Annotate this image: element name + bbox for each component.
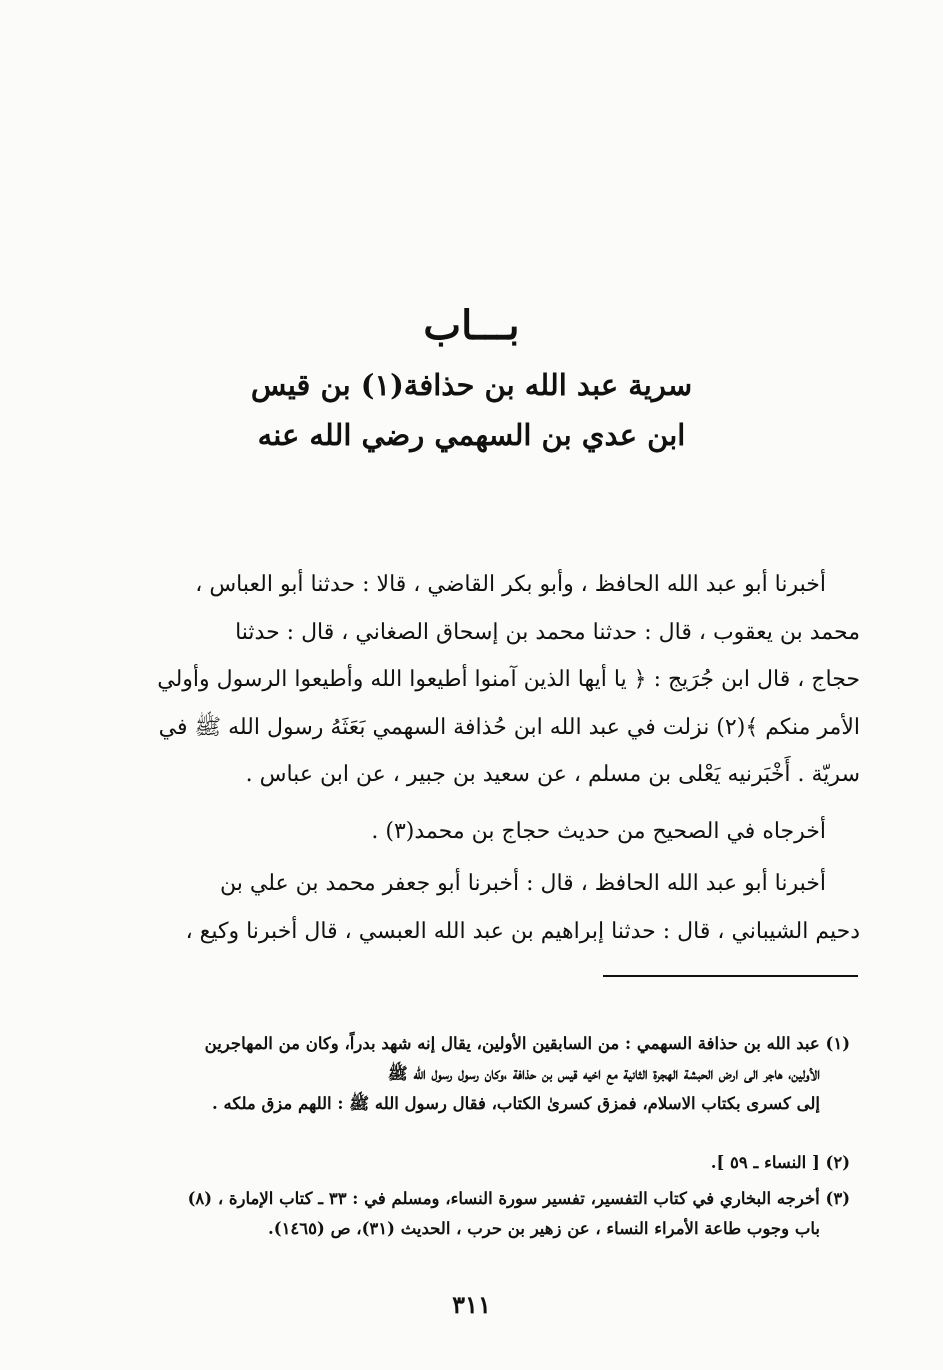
chapter-subtitle-line-2: ابن عدي بن السهمي رضي الله عنه bbox=[257, 418, 686, 452]
footnote-line: الأولين، هاجر الى ارض الحبشة الهجرة الثانية مع اخيه قيس بن حذافة ،وكان رسول رسول الله ﷺ bbox=[387, 1064, 820, 1083]
text-line: أخبرنا أبو عبد الله الحافظ ، وأبو بكر القاضي ، قالا : حدثنا أبو العباس ، bbox=[195, 572, 826, 597]
paragraph-2 bbox=[130, 808, 860, 856]
footnote-line: (٣) أخرجه البخاري في كتاب التفسير، تفسير سورة النساء، ومسلم في : ٣٣ ـ كتاب الإمارة ، (٨) bbox=[187, 1189, 850, 1208]
footnote-2 bbox=[125, 1148, 850, 1178]
paragraph-3 bbox=[130, 860, 860, 955]
chapter-heading: بـــاب bbox=[423, 302, 520, 349]
footnote-line: إلى كسرى بكتاب الاسلام، فمزق كسرىٰ الكتاب، فقال رسول الله ﷺ : اللهم مزق ملكه . bbox=[212, 1094, 820, 1113]
footnote-line: (١) عبد الله بن حذافة السهمي : من السابقين الأولين، يقال إنه شهد بدراً، وكان من المهاجرين bbox=[204, 1034, 850, 1053]
footnote-separator bbox=[603, 975, 858, 977]
text-line: الأمر منكم ﴾(٢) نزلت في عبد الله ابن حُذافة السهمي بَعَثَهُ رسول الله ﷺ في bbox=[158, 714, 860, 740]
footnote-line: باب وجوب طاعة الأمراء النساء ، عن زهير بن حرب ، الحديث (٣١)، ص (١٤٦٥). bbox=[268, 1219, 820, 1238]
text-line: سريّة . أَخْبَرنيه يَعْلى بن مسلم ، عن سعيد بن جبير ، عن ابن عباس . bbox=[245, 762, 860, 787]
text-line: أخرجاه في الصحيح من حديث حجاج بن محمد(٣) . bbox=[371, 819, 826, 844]
text-line: حجاج ، قال ابن جُرَيج : ﴿ يا أيها الذين آمنوا أطيعوا الله وأطيعوا الرسول وأولي bbox=[157, 667, 860, 692]
page-number: ٣١١ bbox=[452, 1290, 491, 1319]
footnote-line: (٢) [ النساء ـ ٥٩ ]. bbox=[710, 1153, 850, 1172]
text-line: دحيم الشيباني ، قال : حدثنا إبراهيم بن عبد الله العبسي ، قال أخبرنا وكيع ، bbox=[185, 918, 860, 944]
footnote-3 bbox=[125, 1184, 850, 1244]
paragraph-1 bbox=[130, 561, 860, 799]
chapter-subtitle-line-1: سرية عبد الله بن حذافة(١) بن قيس bbox=[250, 368, 693, 402]
text-line: محمد بن يعقوب ، قال : حدثنا محمد بن إسحاق الصغاني ، قال : حدثنا bbox=[235, 619, 860, 645]
footnote-1 bbox=[125, 1029, 850, 1119]
text-line: أخبرنا أبو عبد الله الحافظ ، قال : أخبرنا أبو جعفر محمد بن علي بن bbox=[220, 871, 826, 896]
